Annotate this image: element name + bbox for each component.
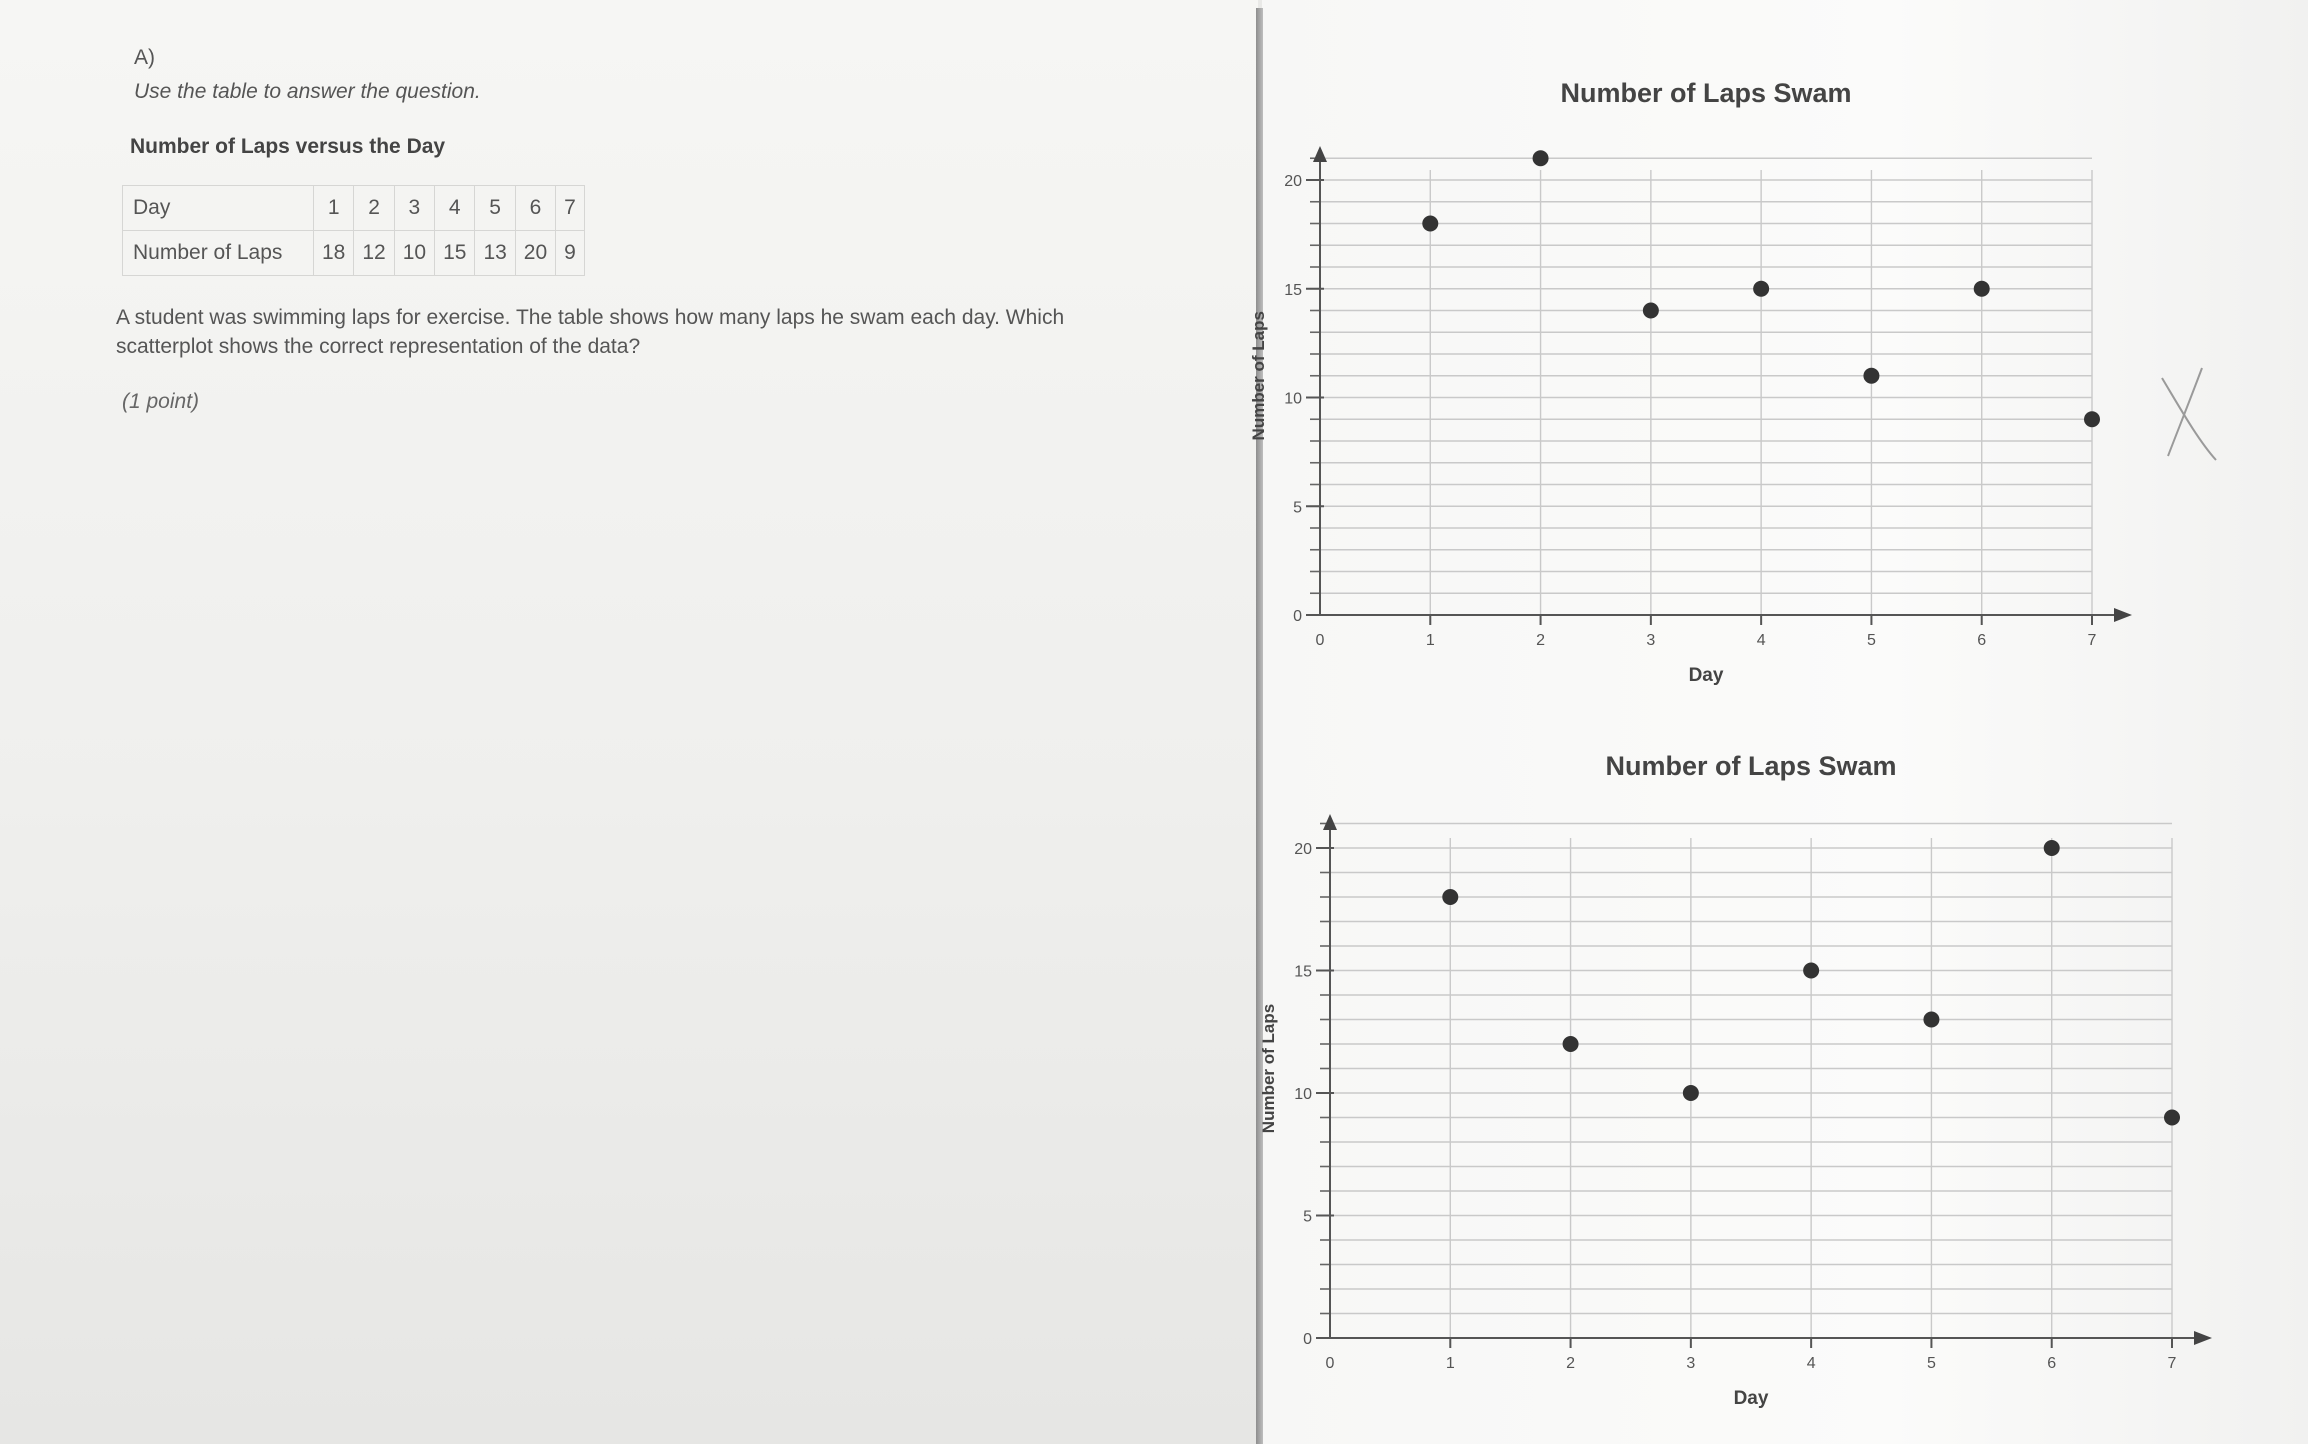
x-axis-label: Day	[1733, 1388, 1769, 1409]
table-cell: 13	[475, 231, 515, 276]
handwritten-x-mark	[2150, 360, 2230, 470]
table-row-day	[123, 186, 585, 231]
data-point	[1683, 1085, 1699, 1101]
table-cell: 12	[354, 231, 394, 276]
handwritten-x-text: X	[2158, 371, 2160, 373]
y-tick-label: 5	[1303, 1208, 1312, 1226]
y-tick-label: 0	[1293, 608, 1302, 625]
data-point	[2164, 1110, 2180, 1126]
x-tick-label: 3	[1686, 1355, 1696, 1372]
table-cell: 18	[314, 231, 354, 276]
scatterplot-option-1[interactable]	[1240, 60, 2180, 700]
y-tick-label: 0	[1303, 1331, 1312, 1348]
y-axis-label: Number of Laps	[1259, 1003, 1278, 1134]
y-tick-label: 15	[1294, 963, 1312, 981]
data-point	[1643, 303, 1659, 319]
data-point	[1803, 963, 1819, 979]
y-axis-arrow	[1323, 814, 1337, 830]
y-tick-label: 5	[1293, 499, 1302, 517]
x-axis-arrow	[2194, 1331, 2212, 1345]
x-tick-label: 6	[1977, 632, 1987, 649]
x-axis-arrow	[2114, 608, 2132, 622]
x-tick-label: 2	[1566, 1355, 1576, 1372]
x-tick-label: 7	[2087, 632, 2097, 649]
x-tick-label: 2	[1536, 632, 1546, 649]
table-cell: 9	[556, 231, 585, 276]
x-tick-label: 0	[1325, 1355, 1335, 1372]
x-axis-label: Day	[1688, 665, 1724, 686]
data-table	[122, 185, 585, 276]
table-cell: 6	[515, 186, 555, 231]
data-point	[1563, 1036, 1579, 1052]
x-tick-label: 0	[1315, 632, 1325, 649]
y-tick-label: 10	[1284, 390, 1302, 408]
y-tick-label: 20	[1284, 173, 1302, 190]
question-text: A student was swimming laps for exercise. The table shows how many laps he swam each day. Which scatterplot shows the correct representation of the data?	[116, 306, 1065, 358]
question-letter: A)	[134, 46, 155, 69]
table-row-laps	[123, 231, 585, 276]
table-cell: 20	[515, 231, 555, 276]
question-instruction: Use the table to answer the question.	[134, 80, 481, 103]
table-cell: 15	[435, 231, 475, 276]
data-point	[2084, 411, 2100, 427]
table-cell: 10	[394, 231, 434, 276]
x-tick-label: 7	[2167, 1355, 2177, 1372]
y-tick-label: 10	[1294, 1086, 1312, 1103]
y-tick-label: 15	[1284, 281, 1302, 299]
data-point	[1974, 281, 1990, 297]
table-row-header: Day	[123, 186, 314, 231]
table-cell: 4	[435, 186, 475, 231]
data-point	[1422, 216, 1438, 232]
y-axis-arrow	[1313, 146, 1327, 162]
y-tick-label: 20	[1294, 841, 1312, 858]
x-tick-label: 4	[1756, 632, 1766, 649]
table-cell: 1	[314, 186, 354, 231]
x-tick-label: 1	[1425, 632, 1435, 649]
data-point	[2044, 840, 2060, 856]
data-point	[1533, 150, 1549, 166]
table-row-header: Number of Laps	[123, 231, 314, 276]
x-tick-label: 4	[1806, 1355, 1816, 1372]
table-cell: 3	[394, 186, 434, 231]
data-point	[1923, 1012, 1939, 1028]
question-points: (1 point)	[122, 390, 200, 413]
table-title: Number of Laps versus the Day	[130, 135, 446, 158]
y-axis-label: Number of Laps	[1249, 311, 1268, 441]
x-tick-label: 5	[1926, 1355, 1936, 1372]
table-cell: 5	[475, 186, 515, 231]
chart-title: Number of Laps Swam	[1560, 78, 1852, 108]
table-cell: 2	[354, 186, 394, 231]
x-tick-label: 5	[1866, 632, 1876, 649]
x-tick-label: 1	[1445, 1355, 1455, 1372]
data-point	[1753, 281, 1769, 297]
x-tick-label: 6	[2047, 1355, 2057, 1372]
x-tick-label: 3	[1646, 632, 1656, 649]
data-point	[1863, 368, 1879, 384]
data-point	[1442, 889, 1458, 905]
table-cell: 7	[556, 186, 585, 231]
scatterplot-option-2[interactable]	[1240, 730, 2240, 1430]
chart-title: Number of Laps Swam	[1605, 751, 1897, 781]
